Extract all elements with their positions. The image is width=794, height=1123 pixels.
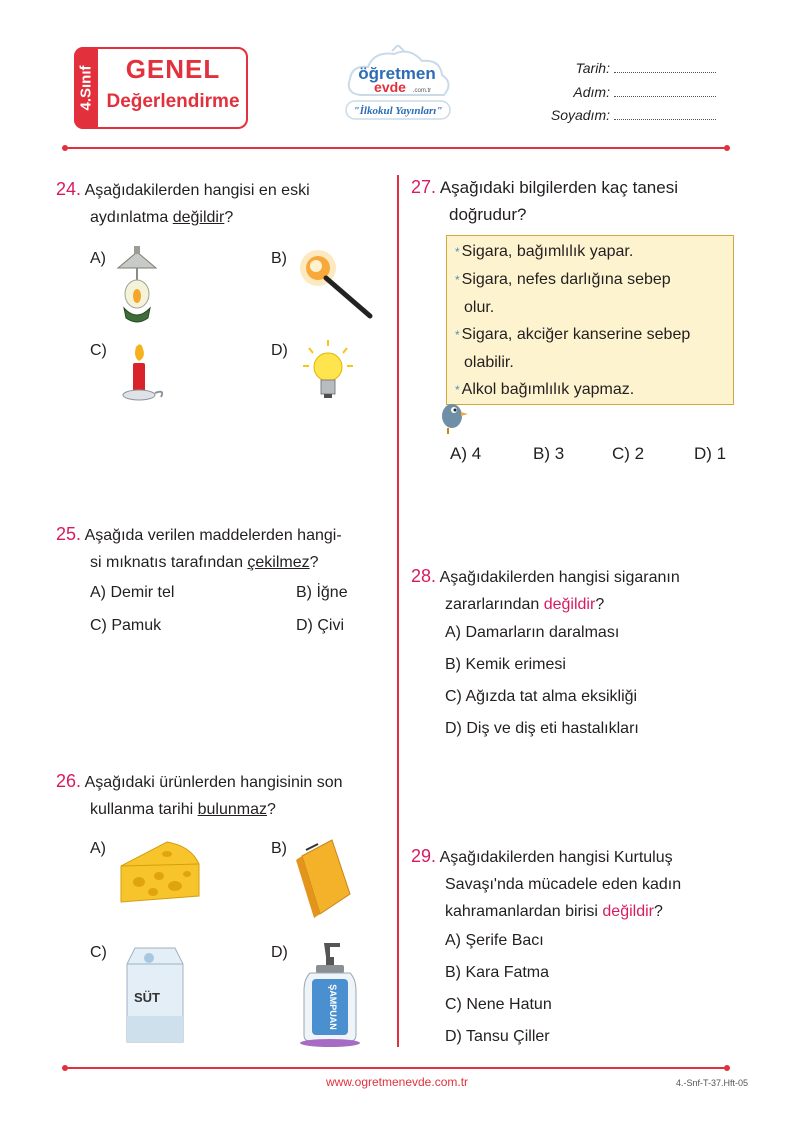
milk-label: SÜT [134, 990, 160, 1005]
q26-option-a[interactable]: A) [90, 840, 106, 857]
q27-info-box [446, 235, 734, 405]
name-label: Adım: [573, 84, 610, 100]
bullet-icon: * [455, 273, 460, 287]
q25-line2-pre: si mıknatıs tarafından [90, 554, 248, 571]
q28-line2-pre: zararlarından [445, 596, 544, 613]
logo-tagline: "İlkokul Yayınları" [353, 105, 443, 117]
q25-number: 25. [56, 524, 82, 544]
q28-option-c[interactable]: C) Ağızda tat alma eksikliği [445, 688, 638, 705]
q29-line3-post: ? [654, 903, 663, 920]
q27-info-2b: olur. [464, 299, 495, 316]
footer-dot-right [724, 1065, 730, 1071]
q29-option-c[interactable]: C) Nene Hatun [445, 996, 552, 1013]
q27-info-2a: Sigara, nefes darlığına sebep [461, 271, 671, 288]
divider-dot-left [62, 145, 68, 151]
notebook-icon [292, 838, 354, 918]
q26-number: 26. [56, 771, 82, 791]
footer-dot-left [62, 1065, 68, 1071]
footer-code: 4.-Snf-T-37.Hft-05 [675, 1078, 748, 1088]
q27-line1: Aşağıdaki bilgilerden kaç tanesi [439, 178, 678, 197]
q24-line1: Aşağıdakilerden hangisi en eski [84, 182, 310, 199]
q29-line1: Aşağıdakilerden hangisi Kurtuluş [439, 849, 673, 866]
q26-keyword: bulunmaz [197, 801, 267, 818]
q26-option-b[interactable]: B) [271, 840, 287, 857]
candle-icon [117, 343, 167, 405]
q26-option-d[interactable]: D) [271, 944, 288, 961]
q27-info-3a: Sigara, akciğer kanserine sebep [461, 326, 691, 343]
question-29 [411, 843, 741, 925]
q24-line2-post: ? [224, 209, 234, 226]
q25-line1: Aşağıda verilen maddelerden hangi- [84, 527, 342, 544]
q29-option-a[interactable]: A) Şerife Bacı [445, 932, 544, 949]
question-24 [56, 176, 386, 231]
question-26 [56, 768, 386, 823]
q25-option-c[interactable]: C) Pamuk [90, 617, 162, 634]
footer-divider [66, 1067, 726, 1069]
q28-option-a[interactable]: A) Damarların daralması [445, 624, 620, 641]
q27-number: 27. [411, 177, 437, 197]
q25-keyword: çekilmez [247, 554, 310, 571]
divider-dot-right [724, 145, 730, 151]
q24-option-b[interactable]: B) [271, 250, 287, 267]
q24-option-d[interactable]: D) [271, 342, 288, 359]
q27-option-b[interactable]: B) 3 [533, 444, 565, 463]
q29-line3-pre: kahramanlardan birisi [445, 903, 603, 920]
question-27 [411, 174, 741, 228]
date-label: Tarih: [575, 60, 610, 76]
q27-option-d[interactable]: D) 1 [694, 444, 727, 463]
q27-option-c[interactable]: C) 2 [612, 444, 645, 463]
q25-line2-post: ? [309, 554, 319, 571]
q28-option-b[interactable]: B) Kemik erimesi [445, 656, 566, 673]
question-28 [411, 563, 741, 618]
question-25 [56, 521, 386, 576]
grade-side-strip [74, 47, 98, 129]
q26-option-c[interactable]: C) [90, 944, 107, 961]
footer-website-link[interactable]: www.ogretmenevde.com.tr [325, 1075, 469, 1089]
q24-option-c[interactable]: C) [90, 342, 107, 359]
surname-label: Soyadım: [550, 107, 610, 123]
grade-label: 4.Sınıf [77, 65, 95, 111]
q25-option-a[interactable]: A) Demir tel [90, 584, 175, 601]
logo-domain: .com.tr [412, 88, 432, 94]
q25-option-d[interactable]: D) Çivi [296, 617, 344, 634]
milk-carton-icon [125, 944, 185, 1044]
surname-field[interactable] [456, 107, 716, 123]
cheese-icon [117, 836, 203, 910]
oil-lamp-icon [112, 246, 162, 326]
q27-info-1: Sigara, bağımlılık yapar. [461, 243, 634, 260]
q29-option-b[interactable]: B) Kara Fatma [445, 964, 550, 981]
q24-option-a[interactable]: A) [90, 250, 106, 267]
header-divider [66, 147, 726, 149]
bullet-icon: * [455, 328, 460, 342]
bullet-icon: * [455, 245, 460, 259]
q27-info-3b: olabilir. [464, 354, 514, 371]
logo-word1: öğretmen [358, 64, 436, 83]
publisher-logo [340, 45, 455, 127]
q25-option-b[interactable]: B) İğne [296, 584, 348, 601]
surname-dots [614, 119, 716, 120]
q24-number: 24. [56, 179, 82, 199]
q28-keyword: değildir [543, 596, 596, 613]
shampoo-label: ŞAMPUAN [328, 984, 338, 1030]
date-dots [614, 72, 716, 73]
q24-keyword: değildir [172, 209, 225, 226]
q27-option-a[interactable]: A) 4 [450, 444, 482, 463]
light-bulb-icon [303, 340, 353, 402]
q27-line2: doğrudur? [449, 205, 527, 224]
bullet-icon: * [455, 383, 460, 397]
name-field[interactable] [456, 84, 716, 100]
q29-line2: Savaşı'nda mücadele eden kadın [445, 876, 682, 893]
shampoo-bottle-icon [300, 943, 360, 1047]
q29-option-d[interactable]: D) Tansu Çiller [445, 1028, 550, 1045]
badge-subtitle: Değerlendirme [106, 91, 240, 112]
q28-option-d[interactable]: D) Diş ve diş eti hastalıkları [445, 720, 639, 737]
q29-number: 29. [411, 846, 437, 866]
q26-line2-post: ? [266, 801, 276, 818]
logo-word2: evde [374, 79, 406, 95]
name-dots [614, 96, 716, 97]
badge-title: GENEL [125, 54, 221, 84]
bird-mascot-icon [436, 398, 472, 434]
q27-info-4: Alkol bağımlılık yapmaz. [461, 381, 635, 398]
q29-keyword: değildir [602, 903, 654, 920]
column-divider [397, 175, 399, 1047]
q28-line1: Aşağıdakilerden hangisi sigaranın [439, 569, 680, 586]
q26-line1: Aşağıdaki ürünlerden hangisinin son [84, 774, 343, 791]
date-field[interactable] [456, 60, 716, 76]
q28-line2-post: ? [595, 596, 605, 613]
q28-number: 28. [411, 566, 437, 586]
q26-line2-pre: kullanma tarihi [90, 801, 198, 818]
q24-line2-pre: aydınlatma [90, 209, 173, 226]
torch-icon [298, 248, 376, 323]
